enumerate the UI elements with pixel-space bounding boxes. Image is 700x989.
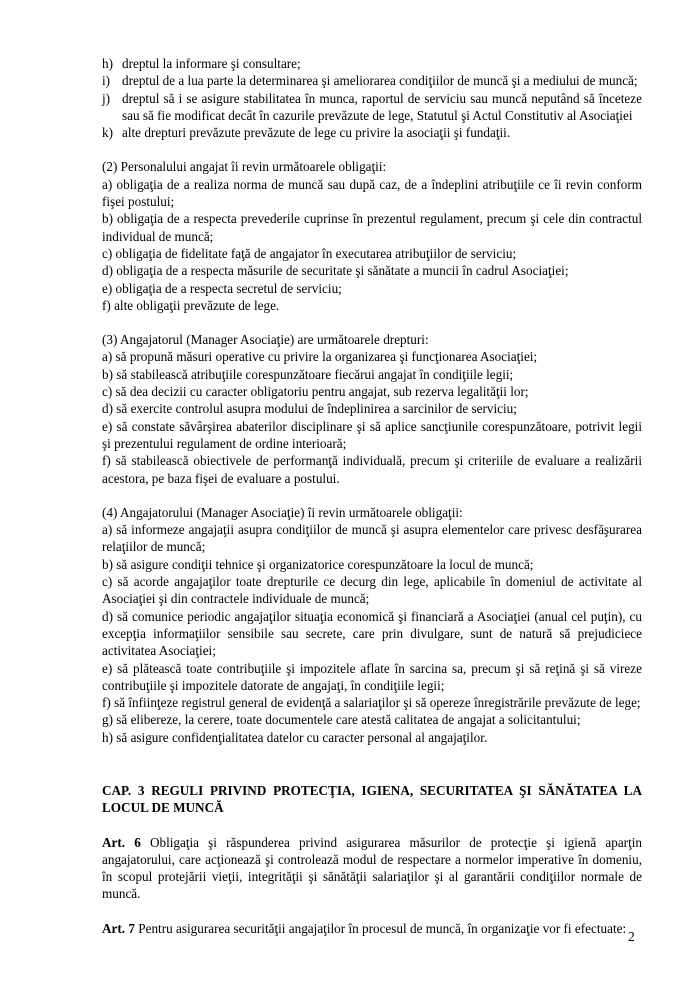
paragraph-item: e) obligaţia de a respecta secretul de serviciu; — [102, 280, 342, 296]
list-text: dreptul să i se asigure stabilitatea în munca, raportul de serviciu sau muncă neputând să înceteze sau să fie modificat decât în cazurile prevăzute de lege, Statutul şi Actul Constitutiv al Asociaţiei — [122, 90, 642, 123]
list-item — [102, 124, 642, 141]
paragraph-item: b) să stabilească atribuţiile corespunzătoare fiecărui angajat în condiţiile legii; — [102, 366, 514, 382]
paragraph-item: c) să dea decizii cu caracter obligatoriu pentru angajat, sub rezerva legalităţii lor; — [102, 384, 529, 400]
paragraph-item: f) alte obligaţii prevăzute de lege. — [102, 297, 280, 313]
section-title: (3) Angajatorul (Manager Asociaţie) are următoarele drepturi: — [102, 332, 429, 348]
list-letter: h) — [102, 56, 113, 71]
article-text: Obligaţia şi răspunderea privind asigurarea măsurilor de protecţie şi igienă aparţin angajatorului, care acţionează şi controlează modul de respectare a normelor imperative în domeniu, în scopul protejării vieţii, integrităţii şi sănătăţii salariaţilor şi al garantării condiţiilor normale de muncă. — [102, 834, 642, 902]
paragraph-item: b) obligaţia de a respecta prevederile cuprinse în prezentul regulament, precum şi cele din contractul individual de muncă; — [102, 211, 642, 244]
list-text: dreptul de a lua parte la determinarea şi ameliorarea condiţiilor de muncă şi a mediului de muncă; — [122, 73, 638, 89]
list-item — [102, 55, 642, 72]
list-text: dreptul la informare şi consultare; — [122, 56, 301, 71]
section-employer-obligations — [102, 504, 642, 746]
list-item — [102, 72, 642, 89]
paragraph-item: b) să asigure condiţii tehnice şi organizatorice corespunzătoare la locul de muncă; — [102, 556, 534, 572]
list-text: alte drepturi prevăzute prevăzute de lege cu privire la asociaţii şi fundaţii. — [122, 125, 511, 141]
paragraph-item: c) obligaţia de fidelitate faţă de angajator în executarea atribuţiilor de serviciu; — [102, 245, 517, 261]
paragraph-item: d) să exercite controlul asupra modului de îndeplinirea a sarcinilor de serviciu; — [102, 401, 517, 417]
section-employer-rights — [102, 331, 642, 487]
list-item — [102, 90, 642, 125]
paragraph-item: h) să asigure confidenţialitatea datelor cu caracter personal al angajaţilor. — [102, 729, 488, 745]
document-body — [102, 55, 642, 937]
paragraph-item: d) obligaţia de a respecta măsurile de securitate şi sănătate a muncii în cadrul Asociaţiei; — [102, 263, 569, 279]
section-employee-obligations — [102, 158, 642, 314]
article-6 — [102, 834, 642, 903]
paragraph-item: e) să plătească toate contribuţiile şi impozitele aflate în sarcina sa, precum şi să reţină şi să vireze contribuţiile şi impozitele datorate de angajaţi, în condiţiile legii; — [102, 660, 642, 693]
paragraph-item: e) să constate săvârşirea abaterilor disciplinare şi să aplice sancţiunile corespunzătoare, potrivit legii şi prezentului regulament de ordine interioară; — [102, 418, 642, 451]
article-label: Art. 7 — [102, 920, 135, 936]
list-letter: j) — [102, 90, 111, 106]
article-text: Pentru asigurarea securităţii angajaţilor în procesul de muncă, în organizaţie vor fi efectuate: — [134, 920, 627, 936]
page-number: 2 — [628, 929, 635, 944]
paragraph-item: f) să înfiinţeze registrul general de evidenţă a salariaţilor şi să opereze înregistrările prevăzute de lege; — [102, 695, 641, 711]
list-letter: k) — [102, 125, 113, 141]
article-label: Art. 6 — [102, 834, 141, 850]
paragraph-item: a) să propună măsuri operative cu privire la organizarea şi funcţionarea Asociaţiei; — [102, 349, 538, 365]
rights-list — [102, 55, 642, 141]
list-letter: i) — [102, 73, 111, 89]
section-title: (2) Personalului angajat îi revin următoarele obligaţii: — [102, 159, 387, 175]
paragraph-item: a) obligaţia de a realiza norma de muncă sau după caz, de a îndeplini atribuţiile ce îi revin conform fişei postului; — [102, 176, 642, 210]
paragraph-item: f) să stabilească obiectivele de performanţă individuală, precum şi criteriile de evaluare a realizării acestora, pe baza fişei de evaluare a postului. — [102, 453, 642, 486]
paragraph-item: d) să comunice periodic angajaţilor situaţia economică şi financiară a Asociaţiei (anual cel puţin), cu excepţia informaţiilor sensibile sau secrete, care prin divulgare, sunt de natură să prejudiciece activitatea Asociaţiei; — [102, 608, 642, 659]
section-title: (4) Angajatorului (Manager Asociaţie) îi revin următoarele obligaţii: — [102, 504, 463, 520]
article-7 — [102, 920, 642, 937]
paragraph-item: c) să acorde angajaţilor toate drepturile ce decurg din lege, aplicabile în domeniul de activitate al Asociaţiei şi din contractele individuale de muncă; — [102, 574, 642, 607]
paragraph-item: a) să informeze angajaţii asupra condiţiilor de muncă şi asupra elementelor care privesc desfăşurarea relaţiilor de muncă; — [102, 522, 642, 555]
chapter-heading: CAP. 3 REGULI PRIVIND PROTECŢIA, IGIENA, SECURITATEA ŞI SĂNĂTATEA LA LOCUL DE MUNCĂ — [102, 782, 642, 816]
paragraph-item: g) să elibereze, la cerere, toate documentele care atestă calitatea de angajat a solicitantului; — [102, 712, 581, 728]
